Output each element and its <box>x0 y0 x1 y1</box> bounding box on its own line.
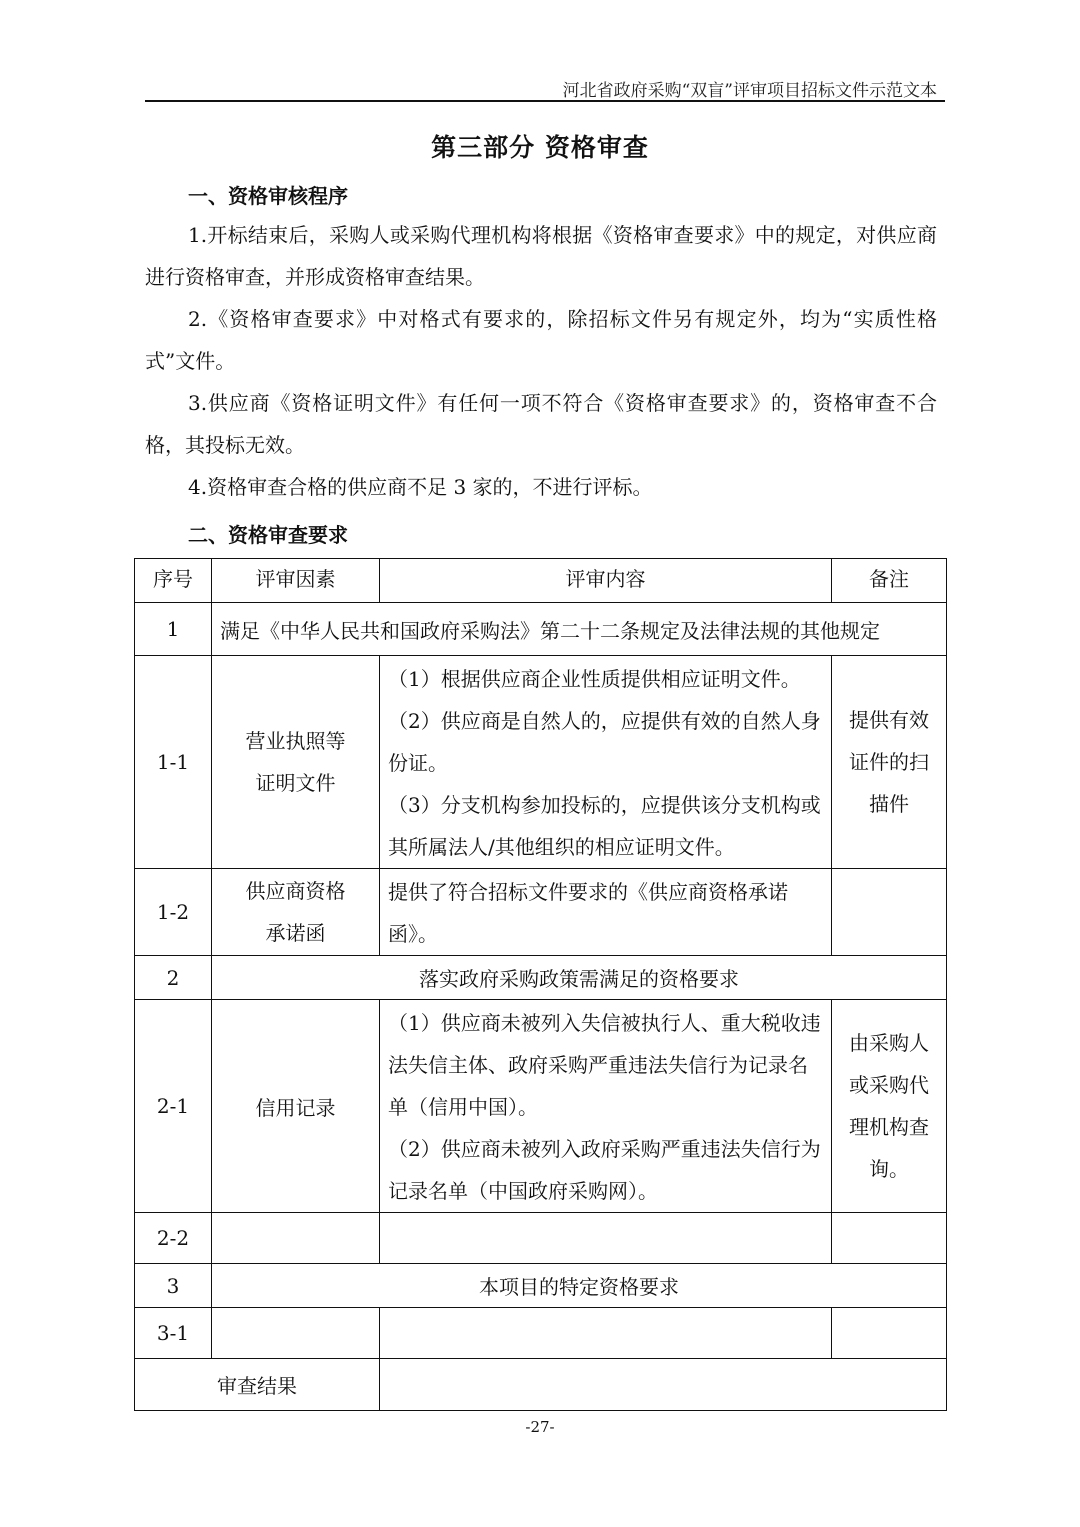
header-divider <box>145 100 945 102</box>
row-remark: 提供有效证件的扫描件 <box>832 656 947 869</box>
table-row <box>135 1213 947 1264</box>
row-content <box>380 656 832 869</box>
table-row <box>135 869 947 956</box>
row-remark <box>832 1308 947 1359</box>
row-remark <box>832 1213 947 1264</box>
qualification-table <box>134 558 947 1411</box>
row-no: 2 <box>135 956 212 1000</box>
row-factor <box>212 869 380 956</box>
table-row <box>135 1264 947 1308</box>
procedure-paragraph-3: 3.供应商《资格证明文件》有任何一项不符合《资格审查要求》的，资格审查不合格，其投标无效。 <box>145 391 937 457</box>
row-no: 1-1 <box>135 656 212 869</box>
result-value <box>380 1359 947 1411</box>
row-section-text: 满足《中华人民共和国政府采购法》第二十二条规定及法律法规的其他规定 <box>212 603 947 656</box>
row-content <box>380 1000 832 1213</box>
row-section-text: 落实政府采购政策需满足的资格要求 <box>212 956 947 1000</box>
factor-line: 供应商资格 <box>245 879 346 903</box>
row-remark <box>832 869 947 956</box>
row-no: 2-1 <box>135 1000 212 1213</box>
factor-line: 营业执照等 <box>245 729 346 753</box>
header-remark: 备注 <box>832 559 947 603</box>
row-content <box>380 1213 832 1264</box>
row-no: 1 <box>135 603 212 656</box>
row-content <box>380 1308 832 1359</box>
procedure-paragraph-2: 2.《资格审查要求》中对格式有要求的，除招标文件另有规定外，均为“实质性格式”文件。 <box>145 307 937 373</box>
row-no: 3 <box>135 1264 212 1308</box>
result-label: 审查结果 <box>135 1359 380 1411</box>
header-no: 序号 <box>135 559 212 603</box>
table-row <box>135 603 947 656</box>
table-row <box>135 956 947 1000</box>
content-item: （1）供应商未被列入失信被执行人、重大税收违法失信主体、政府采购严重违法失信行为记录名单（信用中国）。 <box>388 1011 821 1119</box>
table-row <box>135 1308 947 1359</box>
procedure-paragraph-1: 1.开标结束后，采购人或采购代理机构将根据《资格审查要求》中的规定，对供应商进行资格审查，并形成资格审查结果。 <box>145 223 937 289</box>
row-section-text: 本项目的特定资格要求 <box>212 1264 947 1308</box>
row-remark: 由采购人或采购代理机构查询。 <box>832 1000 947 1213</box>
header-factor: 评审因素 <box>212 559 380 603</box>
row-factor <box>212 656 380 869</box>
header-content: 评审内容 <box>380 559 832 603</box>
content-item: （2）供应商未被列入政府采购严重违法失信行为记录名单（中国政府采购网）。 <box>388 1137 821 1203</box>
row-factor <box>212 1308 380 1359</box>
document-header-title: 河北省政府采购“双盲”评审项目招标文件示范文本 <box>562 81 937 101</box>
table-row <box>135 1000 947 1213</box>
factor-line: 证明文件 <box>255 771 336 795</box>
factor-line: 承诺函 <box>265 921 326 945</box>
row-no: 3-1 <box>135 1308 212 1359</box>
content-item: （3）分支机构参加投标的，应提供该分支机构或其所属法人/其他组织的相应证明文件。 <box>388 793 821 859</box>
procedure-paragraph-4: 4.资格审查合格的供应商不足 3 家的，不进行评标。 <box>188 475 653 499</box>
row-no: 2-2 <box>135 1213 212 1264</box>
content-item: （2）供应商是自然人的，应提供有效的自然人身份证。 <box>388 709 821 775</box>
page-number: -27- <box>525 1418 555 1436</box>
page-title: 第三部分 资格审查 <box>431 133 649 162</box>
table-header-row <box>135 559 947 603</box>
row-content: 提供了符合招标文件要求的《供应商资格承诺函》。 <box>380 869 832 956</box>
section-heading-requirements: 二、资格审查要求 <box>188 523 348 547</box>
table-row <box>135 1359 947 1411</box>
row-factor <box>212 1213 380 1264</box>
row-no: 1-2 <box>135 869 212 956</box>
table-row <box>135 656 947 869</box>
row-factor: 信用记录 <box>212 1000 380 1213</box>
section-heading-procedure: 一、资格审核程序 <box>188 184 348 208</box>
content-item: （1）根据供应商企业性质提供相应证明文件。 <box>388 667 801 691</box>
